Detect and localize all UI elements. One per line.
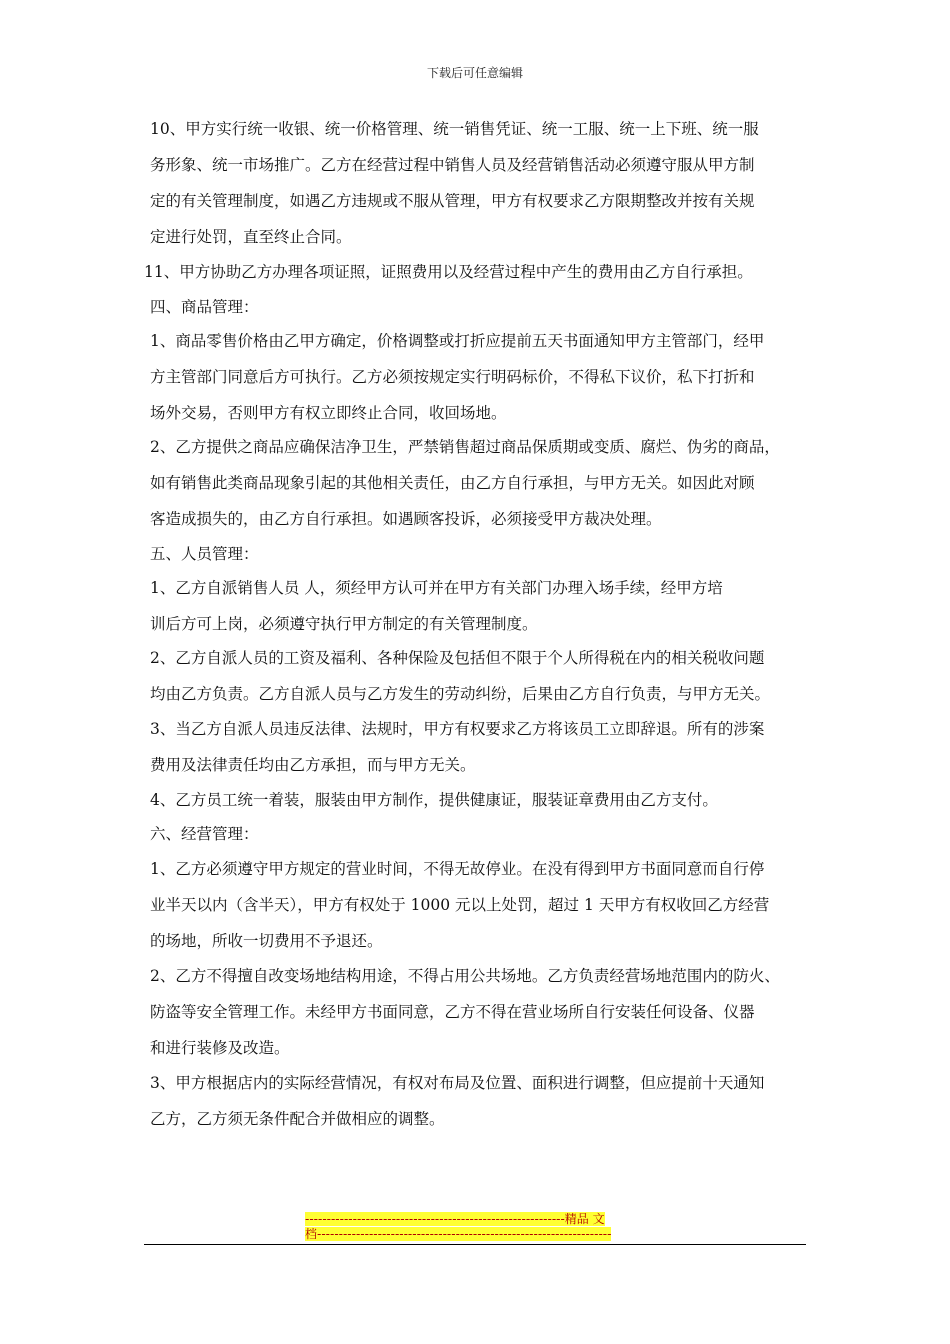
paragraph-line: 的场地，所收一切费用不予退还。: [150, 932, 383, 950]
section-heading: 四、商品管理：: [150, 298, 259, 316]
paragraph-line: 3、甲方根据店内的实际经营情况，有权对布局及位置、面积进行调整，但应提前十天通知: [150, 1074, 765, 1092]
paragraph-line: 训后方可上岗，必须遵守执行甲方制定的有关管理制度。: [150, 615, 538, 633]
paragraph-line: 务形象、统一市场推广。乙方在经营过程中销售人员及经营销售活动必须遵守服从甲方制: [150, 156, 755, 174]
section-heading: 六、经营管理：: [150, 825, 259, 843]
footer-banner-line: ------------------------------------------------------------精品 文: [305, 1212, 605, 1226]
paragraph-line: 1、乙方必须遵守甲方规定的营业时间，不得无故停业。在没有得到甲方书面同意而自行停: [150, 860, 765, 878]
section-heading: 五、人员管理：: [150, 545, 259, 563]
paragraph-line: 3、当乙方自派人员违反法律、法规时，甲方有权要求乙方将该员工立即辞退。所有的涉案: [150, 720, 765, 738]
paragraph-line: 费用及法律责任均由乙方承担，而与甲方无关。: [150, 756, 476, 774]
paragraph-line: 和进行装修及改造。: [150, 1039, 290, 1057]
paragraph-line: 客造成损失的，由乙方自行承担。如遇顾客投诉，必须接受甲方裁决处理。: [150, 510, 662, 528]
paragraph-line: 业半天以内（含半天），甲方有权处于 1000 元以上处罚，超过 1 天甲方有权收回乙方经营: [150, 896, 770, 914]
paragraph-line: 均由乙方负责。乙方自派人员与乙方发生的劳动纠纷，后果由乙方自行负责，与甲方无关。: [150, 685, 771, 703]
paragraph-line: 4、乙方员工统一着装，服装由甲方制作，提供健康证，服装证章费用由乙方支付。: [150, 791, 718, 809]
page-header-note: 下载后可任意编辑: [426, 66, 523, 80]
paragraph-line: 1、商品零售价格由乙甲方确定，价格调整或打折应提前五天书面通知甲方主管部门，经甲: [150, 332, 765, 350]
paragraph-line: 防盗等安全管理工作。未经甲方书面同意，乙方不得在营业场所自行安装任何设备、仪器: [150, 1003, 755, 1021]
paragraph-line: 11、甲方协助乙方办理各项证照，证照费用以及经营过程中产生的费用由乙方自行承担。: [144, 263, 753, 281]
paragraph-line: 2、乙方不得擅自改变场地结构用途，不得占用公共场地。乙方负责经营场地范围内的防火、: [150, 967, 780, 985]
paragraph-line: 定进行处罚，直至终止合同。: [150, 228, 352, 246]
footer-banner: [305, 1212, 650, 1242]
paragraph-line: 1、乙方自派销售人员 人，须经甲方认可并在甲方有关部门办理入场手续，经甲方培: [150, 579, 723, 597]
paragraph-line: 2、乙方提供之商品应确保洁净卫生，严禁销售超过商品保质期或变质、腐烂、伪劣的商品，: [150, 438, 780, 456]
paragraph-line: 2、乙方自派人员的工资及福利、各种保险及包括但不限于个人所得税在内的相关税收问题: [150, 649, 765, 667]
paragraph-line: 定的有关管理制度，如遇乙方违规或不服从管理，甲方有权要求乙方限期整改并按有关规: [150, 192, 755, 210]
footer-banner-line: 档--------------------------------------------------------------------: [305, 1227, 612, 1241]
paragraph-line: 乙方，乙方须无条件配合并做相应的调整。: [150, 1110, 445, 1128]
paragraph-line: 如有销售此类商品现象引起的其他相关责任，由乙方自行承担，与甲方无关。如因此对顾: [150, 474, 755, 492]
paragraph-line: 10、甲方实行统一收银、统一价格管理、统一销售凭证、统一工服、统一上下班、统一服: [150, 120, 759, 138]
paragraph-line: 方主管部门同意后方可执行。乙方必须按规定实行明码标价，不得私下议价，私下打折和: [150, 368, 755, 386]
footer-divider: [144, 1244, 806, 1245]
paragraph-line: 场外交易，否则甲方有权立即终止合同，收回场地。: [150, 404, 507, 422]
